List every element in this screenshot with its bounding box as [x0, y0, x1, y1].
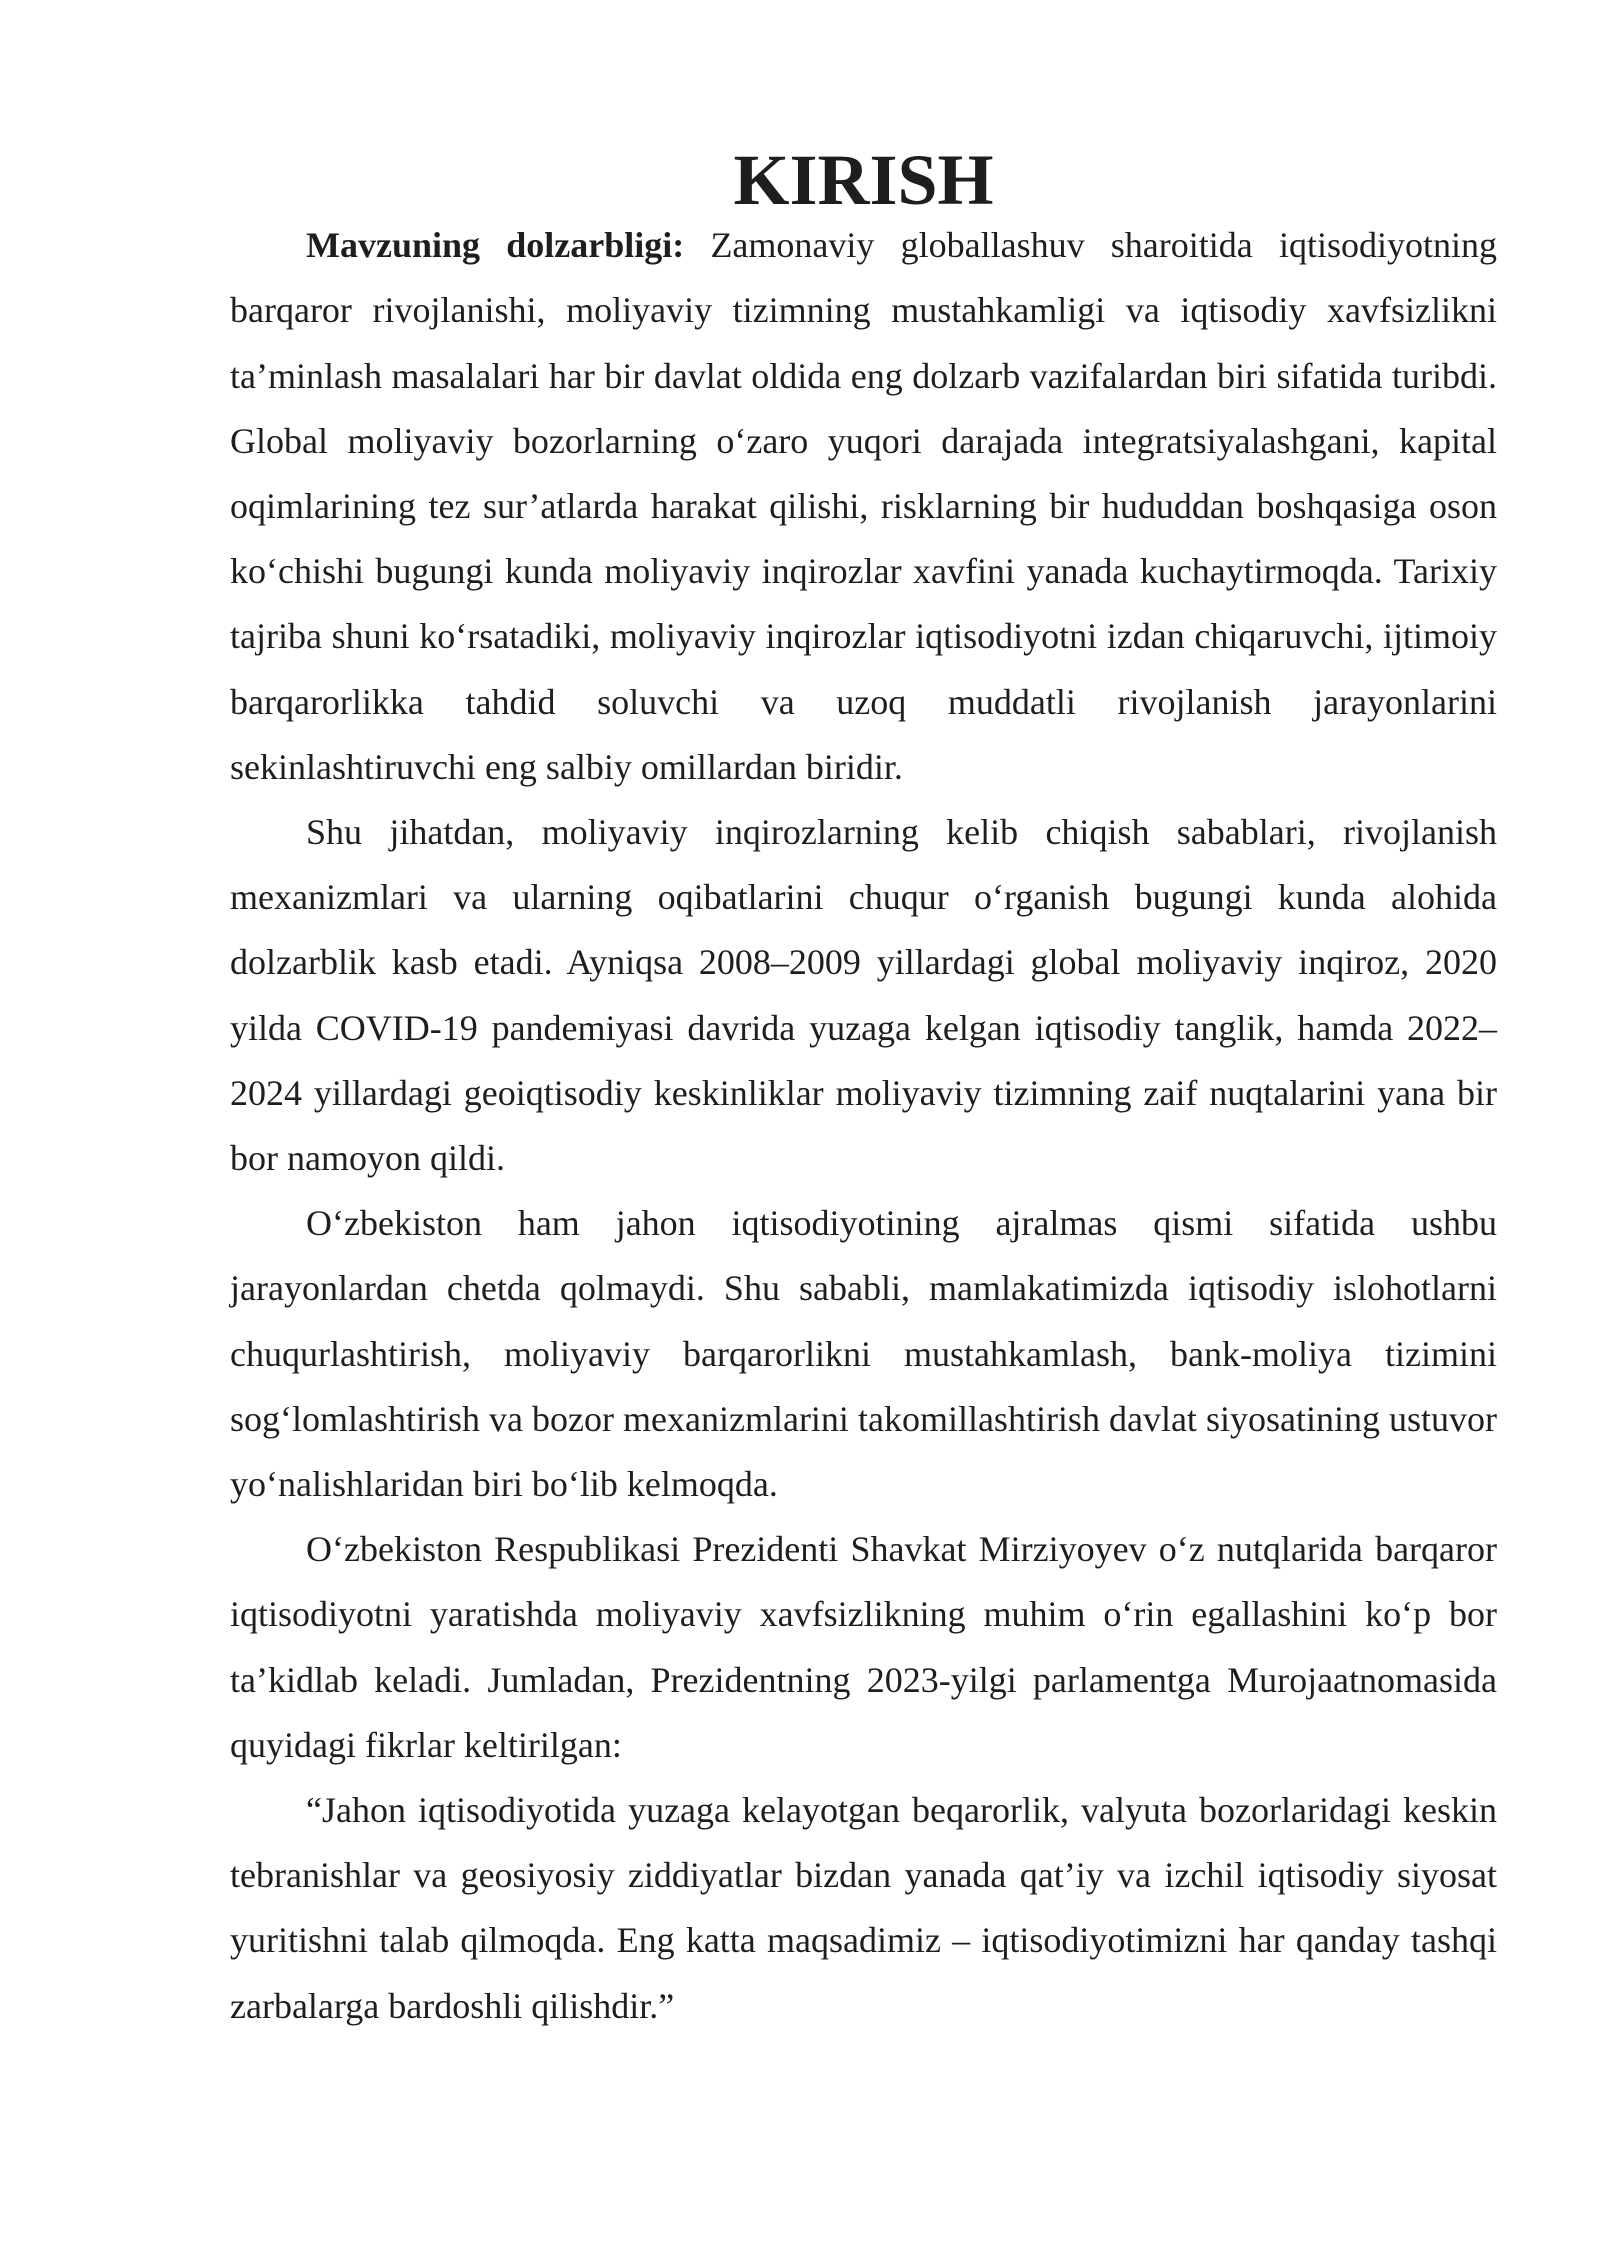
- paragraph-crisis-causes: Shu jihatdan, moliyaviy inqirozlarning kelib chiqish sabablari, rivojlanish mexanizmlari va ularning oqibatlarini chuqur o‘rganish bugungi kunda alohida dolzarblik kasb etadi. Ayniqsa 2008–2009 yillardagi global moliyaviy inqiroz, 2020 yilda COVID-19 pandemiyasi davrida yuzaga kelgan iqtisodiy tanglik, hamda 2022–2024 yillardagi geoiqtisodiy keskinliklar moliyaviy tizimning zaif nuqtalarini yana bir bor namoyon qildi.: [230, 812, 1497, 1179]
- paragraph-quote: “Jahon iqtisodiyotida yuzaga kelayotgan beqarorlik, valyuta bozorlaridagi keskin tebranishlar va geosiyosiy ziddiyatlar bizdan yanada qat’iy va izchil iqtisodiy siyosat yuritishni talab qilmoqda. Eng katta maqsadimiz – iqtisodiyotimizni har qanday tashqi zarbalarga bardoshli qilishdir.”: [230, 1790, 1497, 2026]
- document-page: [230, 140, 1497, 2039]
- intro-paragraph: [230, 213, 1497, 800]
- paragraph-uzbekistan-reforms: O‘zbekiston ham jahon iqtisodiyotining ajralmas qismi sifatida ushbu jarayonlardan chetda qolmaydi. Shu sababli, mamlakatimizda iqtisodiy islohotlarni chuqurlashtirish, moliyaviy barqarorlikni mustahkamlash, bank-moliya tizimini sog‘lomlashtirish va bozor mexanizmlarini takomillashtirish davlat siyosatining ustuvor yo‘nalishlaridan biri bo‘lib kelmoqda.: [230, 1203, 1497, 1505]
- relevance-lead: Mavzuning dolzarbligi:: [306, 225, 685, 266]
- page-title: KIRISH: [733, 140, 994, 220]
- intro-text: Zamonaviy globallashuv sharoitida iqtisodiyotning barqaror rivojlanishi, moliyaviy tizimning mustahkamligi va iqtisodiy xavfsizlikni ta’minlash masalalari har bir davlat oldida eng dolzarb vazifalardan biri sifatida turibdi. Global moliyaviy bozorlarning o‘zaro yuqori darajada integratsiyalashgani, kapital oqimlarining tez sur’atlarda harakat qilishi, risklarning bir hududdan boshqasiga oson ko‘chishi bugungi kunda moliyaviy inqirozlar xavfini yanada kuchaytirmoqda. Tarixiy tajriba shuni ko‘rsatadiki, moliyaviy inqirozlar iqtisodiyotni izdan chiqaruvchi, ijtimoiy barqarorlikka tahdid soluvchi va uzoq muddatli rivojlanish jarayonlarini sekinlashtiruvchi eng salbiy omillardan biridir.: [230, 225, 1497, 787]
- paragraph-president-speech: O‘zbekiston Respublikasi Prezidenti Shavkat Mirziyoyev o‘z nutqlarida barqaror iqtisodiyotni yaratishda moliyaviy xavfsizlikning muhim o‘rin egallashini ko‘p bor ta’kidlab keladi. Jumladan, Prezidentning 2023-yilgi parlamentga Murojaatnomasida quyidagi fikrlar keltirilgan:: [230, 1529, 1497, 1765]
